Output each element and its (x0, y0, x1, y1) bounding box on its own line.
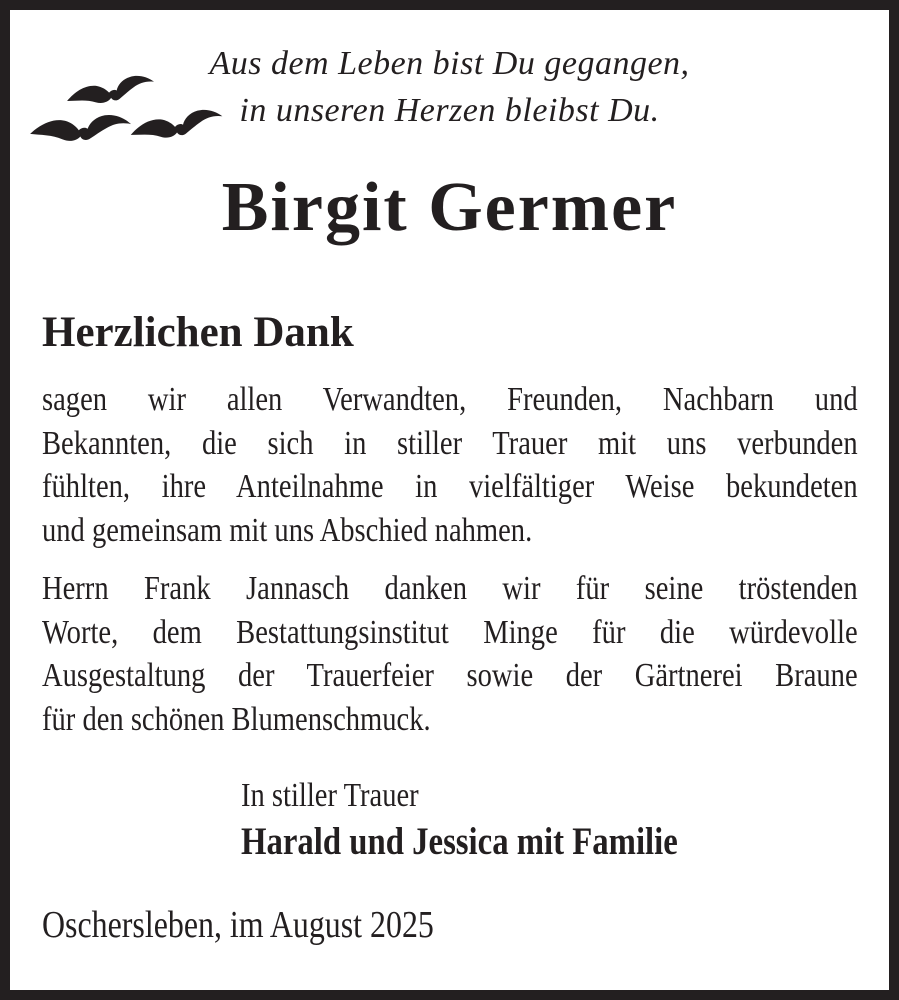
paragraph-line: Herrn Frank Jannasch danken wir für seine tröstenden (42, 570, 858, 607)
thanks-paragraph-2 (42, 567, 858, 741)
closing-intro: In stiller Trauer (241, 777, 419, 814)
deceased-name: Birgit Germer (221, 169, 678, 246)
thanks-paragraph-1 (42, 378, 858, 552)
epitaph-line-1: Aus dem Leben bist Du gegangen, (209, 45, 690, 82)
paragraph-line: und gemeinsam mit uns Abschied nahmen. (42, 511, 533, 549)
closing-block (241, 775, 678, 867)
paragraph-line: für den schönen Blumenschmuck. (42, 700, 431, 738)
epitaph-line-2: in unseren Herzen bleibst Du. (239, 92, 660, 129)
paragraph-line: fühlten, ihre Anteilnahme in vielfältiger Weise bekundeten (42, 468, 858, 505)
paragraph-line: Ausgestaltung der Trauerfeier sowie der Gärtnerei Braune (42, 657, 858, 694)
thanks-heading: Herzlichen Dank (42, 309, 354, 356)
flying-birds-icon (24, 68, 236, 166)
paragraph-line: sagen wir allen Verwandten, Freunden, Nachbarn und (42, 381, 858, 418)
paragraph-line: Worte, dem Bestattungsinstitut Minge für die würdevolle (42, 613, 858, 651)
paragraph-line: Bekannten, die sich in stiller Trauer mit uns verbunden (42, 424, 858, 462)
place-date: Oschersleben, im August 2025 (42, 904, 434, 946)
closing-names: Harald und Jessica mit Familie (241, 820, 678, 863)
